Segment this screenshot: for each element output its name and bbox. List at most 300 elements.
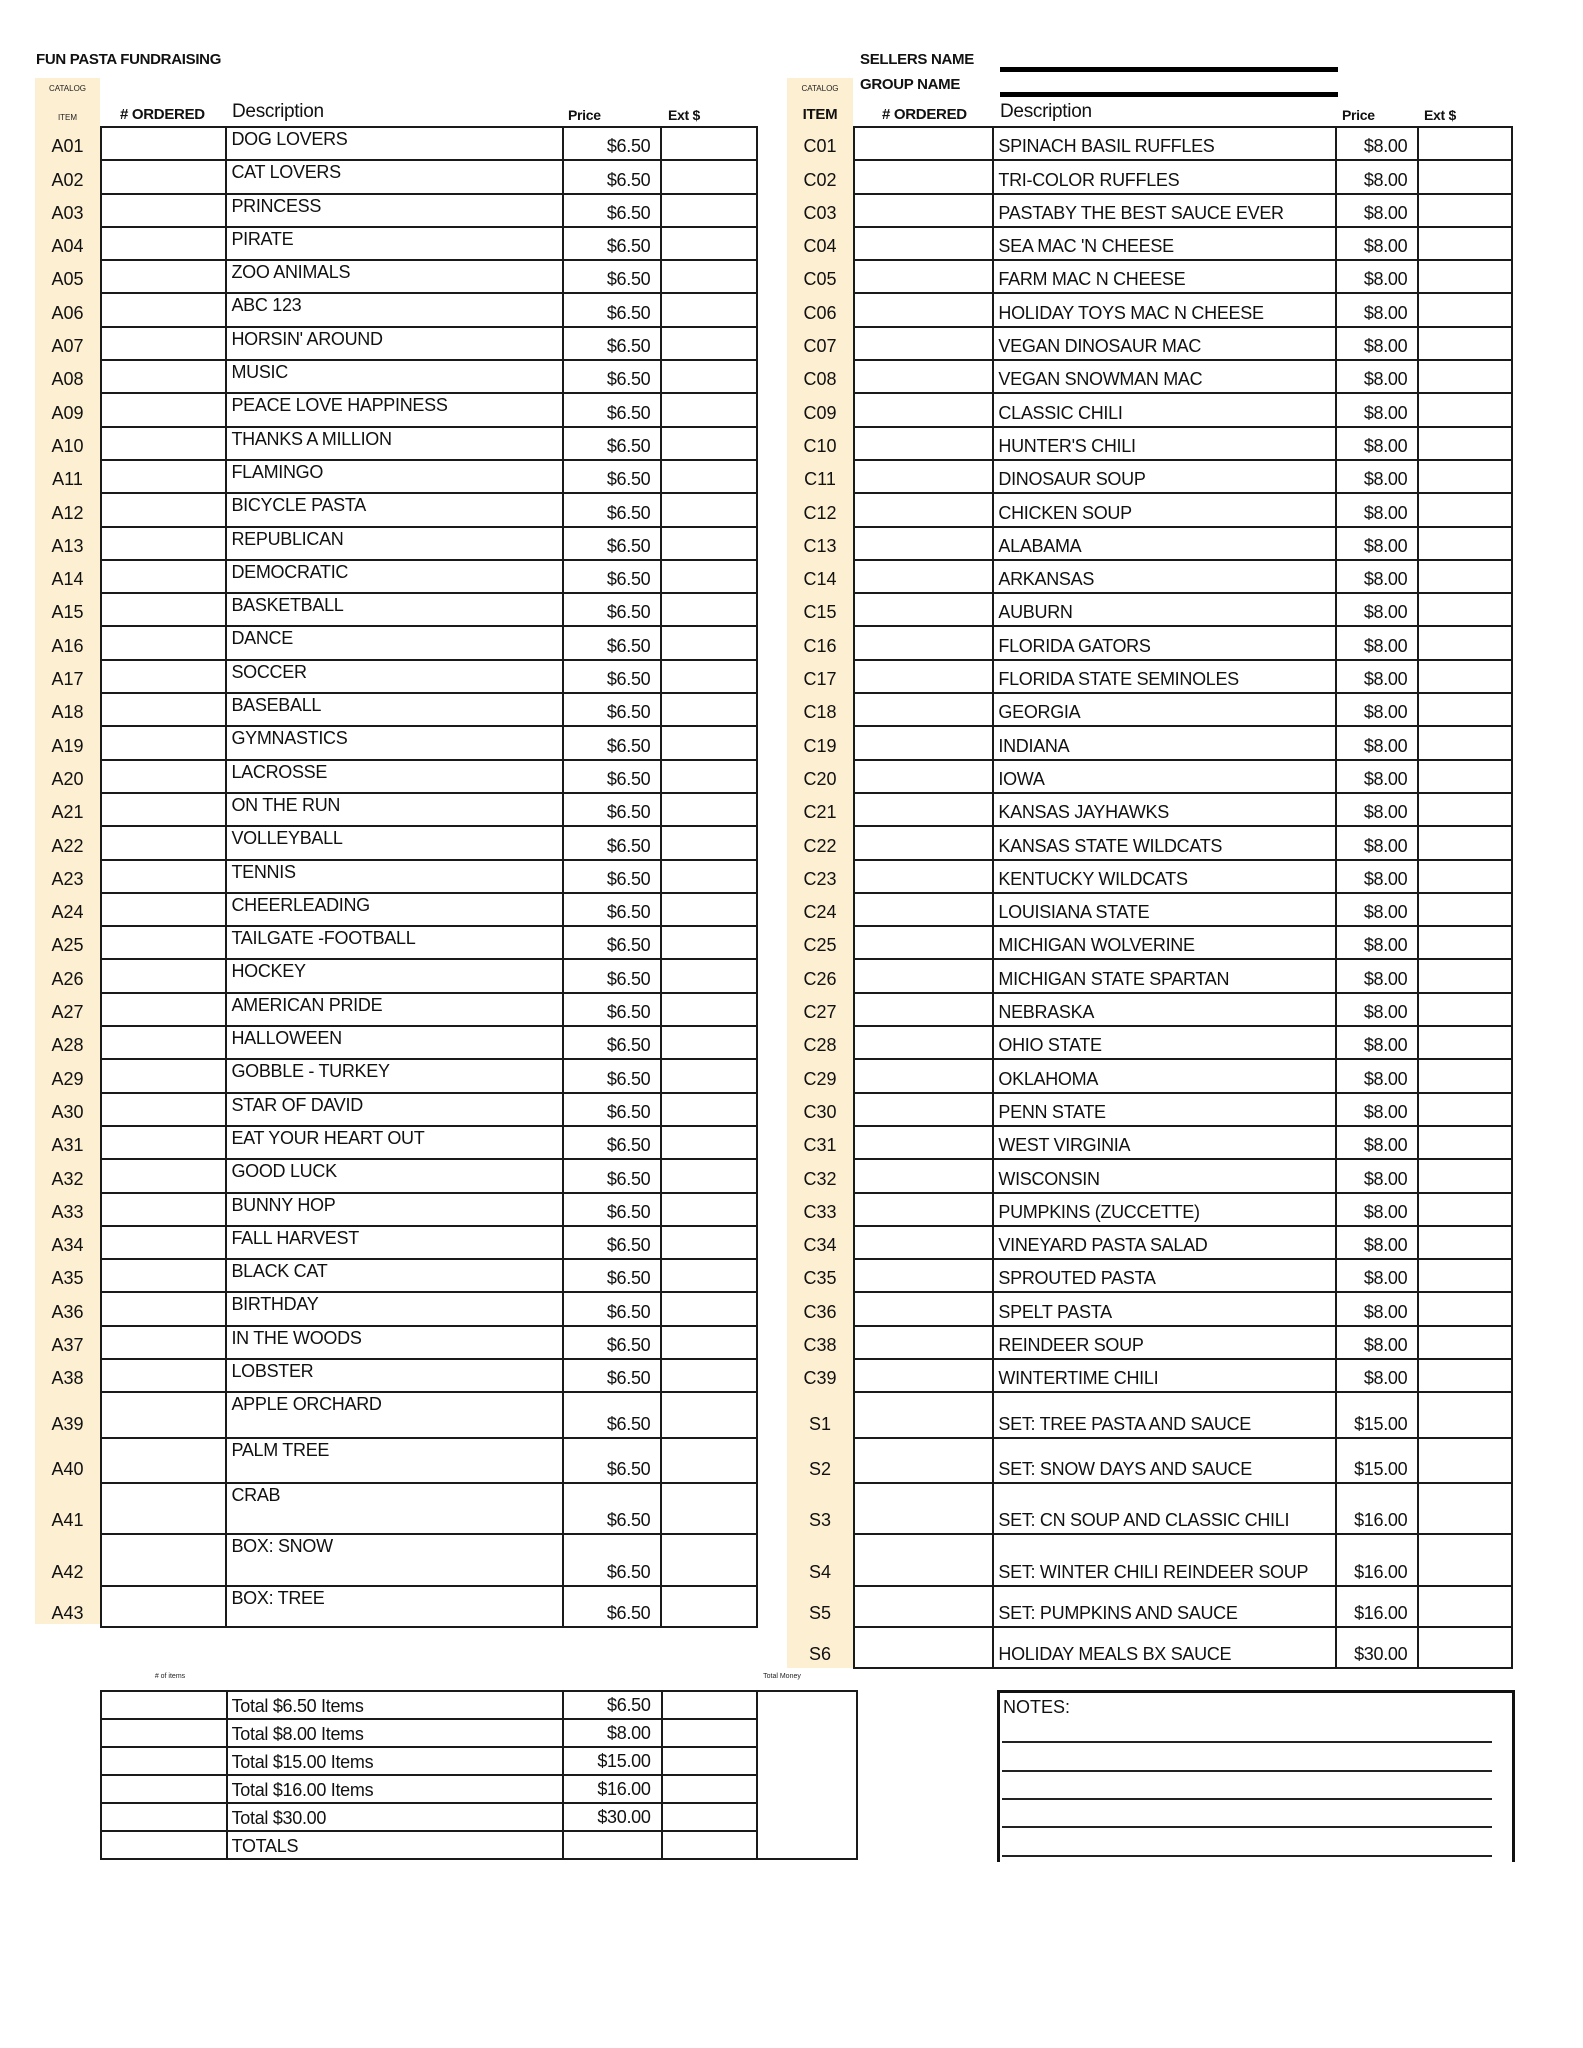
ordered-input[interactable]	[854, 1534, 993, 1586]
catalog-item-code: C07	[803, 336, 837, 357]
ext-amount-input[interactable]	[661, 693, 757, 726]
ext-amount-input[interactable]	[661, 1193, 757, 1226]
ext-amount-input[interactable]	[661, 1326, 757, 1359]
ext-amount-input[interactable]	[1418, 1326, 1512, 1359]
ext-amount-input[interactable]	[1418, 194, 1512, 227]
ordered-input[interactable]	[101, 726, 226, 759]
item-description: BIRTHDAY	[226, 1292, 562, 1325]
catalog-item-code: C39	[803, 1368, 837, 1389]
ordered-input[interactable]	[101, 1259, 226, 1292]
item-price: $8.00	[1336, 560, 1418, 593]
ordered-input[interactable]	[101, 993, 226, 1026]
ext-amount-input[interactable]	[661, 760, 757, 793]
totals-table	[100, 1690, 858, 1860]
ext-amount-input[interactable]	[1418, 1259, 1512, 1292]
item-description: SOCCER	[226, 660, 562, 693]
ext-amount-input[interactable]	[661, 726, 757, 759]
item-description: TRI-COLOR RUFFLES	[993, 160, 1336, 193]
ext-amount-input[interactable]	[661, 127, 757, 160]
ext-amount-input[interactable]	[661, 1059, 757, 1092]
ext-amount-input[interactable]	[1418, 160, 1512, 193]
ordered-input[interactable]	[101, 1126, 226, 1159]
item-description: REINDEER SOUP	[993, 1326, 1336, 1359]
ordered-input[interactable]	[101, 1226, 226, 1259]
totals-row	[101, 1747, 857, 1775]
item-price: $6.50	[563, 160, 662, 193]
ext-amount-input[interactable]	[661, 360, 757, 393]
ext-amount-input[interactable]	[661, 460, 757, 493]
ordered-input[interactable]	[854, 1226, 993, 1259]
ordered-input[interactable]	[854, 593, 993, 626]
ext-amount-input[interactable]	[1418, 1093, 1512, 1126]
item-price: $8.00	[1336, 760, 1418, 793]
table-row	[854, 626, 1512, 659]
ext-amount-input[interactable]	[1418, 793, 1512, 826]
ext-amount-input[interactable]	[1418, 227, 1512, 260]
ordered-input[interactable]	[854, 1026, 993, 1059]
notes-line[interactable]	[1002, 1855, 1492, 1857]
item-price: $6.50	[563, 1483, 662, 1534]
ordered-input[interactable]	[854, 260, 993, 293]
ordered-input[interactable]	[101, 626, 226, 659]
ordered-input[interactable]	[101, 926, 226, 959]
item-count-input[interactable]	[101, 1803, 227, 1831]
sellers-name-field[interactable]	[1000, 67, 1338, 72]
ext-amount-input[interactable]	[661, 293, 757, 326]
ordered-input[interactable]	[854, 1292, 993, 1325]
ext-amount-input[interactable]	[1418, 1392, 1512, 1438]
ext-amount-input[interactable]	[661, 926, 757, 959]
table-row	[854, 160, 1512, 193]
ext-amount-input[interactable]	[1418, 1483, 1512, 1534]
item-price: $8.00	[1336, 1059, 1418, 1092]
catalog-item-code: A41	[51, 1510, 84, 1531]
totals-ext-input[interactable]	[662, 1747, 758, 1775]
ordered-input[interactable]	[854, 194, 993, 227]
ordered-input[interactable]	[854, 760, 993, 793]
catalog-item-code: C26	[803, 968, 837, 989]
ordered-input[interactable]	[101, 127, 226, 160]
ordered-input[interactable]	[854, 1259, 993, 1292]
ordered-input[interactable]	[854, 693, 993, 726]
ext-amount-input[interactable]	[661, 1259, 757, 1292]
table-row	[101, 1159, 757, 1192]
table-row	[101, 860, 757, 893]
table-row	[854, 1534, 1512, 1586]
table-row	[854, 1226, 1512, 1259]
table-row	[101, 1534, 757, 1586]
ext-amount-input[interactable]	[1418, 560, 1512, 593]
ext-amount-input[interactable]	[1418, 1059, 1512, 1092]
ext-amount-input[interactable]	[1418, 393, 1512, 426]
item-count-input[interactable]	[101, 1831, 227, 1859]
item-price: $6.50	[563, 1126, 662, 1159]
item-price: $6.50	[563, 1359, 662, 1392]
ext-amount-input[interactable]	[661, 194, 757, 227]
catalog-item-code: C23	[803, 868, 837, 889]
ext-amount-input[interactable]	[661, 493, 757, 526]
ext-amount-input[interactable]	[661, 560, 757, 593]
ext-amount-input[interactable]	[661, 160, 757, 193]
ordered-input[interactable]	[101, 327, 226, 360]
item-price: $6.50	[563, 1026, 662, 1059]
totals-ext-input[interactable]	[662, 1775, 758, 1803]
item-description: GOOD LUCK	[226, 1159, 562, 1192]
item-count-input[interactable]	[101, 1691, 227, 1719]
item-price: $6.50	[563, 626, 662, 659]
catalog-item-code: A03	[51, 202, 84, 223]
catalog-item-code: A34	[51, 1235, 84, 1256]
ext-amount-input[interactable]	[661, 1483, 757, 1534]
table-row	[854, 1326, 1512, 1359]
catalog-item-code: A16	[51, 635, 84, 656]
totals-row	[101, 1775, 857, 1803]
ext-amount-input[interactable]	[1418, 1586, 1512, 1627]
item-count-input[interactable]	[101, 1747, 227, 1775]
item-price: $8.00	[1336, 893, 1418, 926]
item-price: $8.00	[1336, 1193, 1418, 1226]
ext-amount-input[interactable]	[1418, 1159, 1512, 1192]
ordered-input[interactable]	[101, 293, 226, 326]
ext-amount-input[interactable]	[661, 393, 757, 426]
table-row	[854, 127, 1512, 160]
ordered-input[interactable]	[101, 560, 226, 593]
ext-amount-input[interactable]	[661, 1438, 757, 1483]
ordered-input[interactable]	[854, 1438, 993, 1483]
item-description: SPELT PASTA	[993, 1292, 1336, 1325]
ordered-input[interactable]	[101, 194, 226, 227]
ext-amount-input[interactable]	[1418, 260, 1512, 293]
ordered-input[interactable]	[101, 693, 226, 726]
item-price: $6.50	[563, 826, 662, 859]
ordered-input[interactable]	[854, 793, 993, 826]
ext-amount-input[interactable]	[661, 660, 757, 693]
item-description: WINTERTIME CHILI	[993, 1359, 1336, 1392]
catalog-item-code: A12	[51, 502, 84, 523]
catalog-item-code: C03	[803, 202, 837, 223]
table-row	[101, 1026, 757, 1059]
ordered-input[interactable]	[854, 1059, 993, 1092]
item-price: $6.50	[563, 493, 662, 526]
ordered-input[interactable]	[854, 160, 993, 193]
table-row	[854, 527, 1512, 560]
ordered-input[interactable]	[101, 260, 226, 293]
ext-amount-input[interactable]	[661, 1026, 757, 1059]
table-row	[854, 1392, 1512, 1438]
ordered-input[interactable]	[101, 1586, 226, 1627]
ext-amount-input[interactable]	[1418, 693, 1512, 726]
ordered-input[interactable]	[854, 460, 993, 493]
left-col-price: Price	[568, 107, 601, 123]
ext-amount-input[interactable]	[661, 1159, 757, 1192]
ordered-input[interactable]	[854, 327, 993, 360]
ordered-input[interactable]	[854, 893, 993, 926]
item-price: $8.00	[1336, 1126, 1418, 1159]
ext-amount-input[interactable]	[1418, 427, 1512, 460]
ext-amount-input[interactable]	[1418, 660, 1512, 693]
left-col-ordered: # ORDERED	[120, 106, 205, 123]
item-description: CLASSIC CHILI	[993, 393, 1336, 426]
catalog-item-code: A13	[51, 535, 84, 556]
item-description: SET: WINTER CHILI REINDEER SOUP	[993, 1534, 1336, 1586]
ordered-input[interactable]	[854, 993, 993, 1026]
table-row	[854, 393, 1512, 426]
ext-amount-input[interactable]	[1418, 127, 1512, 160]
ext-amount-input[interactable]	[661, 527, 757, 560]
item-description: BASKETBALL	[226, 593, 562, 626]
totals-label: Total $30.00	[227, 1803, 563, 1831]
item-price: $6.50	[563, 360, 662, 393]
item-price: $8.00	[1336, 427, 1418, 460]
ext-amount-input[interactable]	[661, 593, 757, 626]
ordered-input[interactable]	[101, 1292, 226, 1325]
item-description: APPLE ORCHARD	[226, 1392, 562, 1438]
item-price: $6.50	[563, 327, 662, 360]
ext-amount-input[interactable]	[1418, 1534, 1512, 1586]
ordered-input[interactable]	[854, 626, 993, 659]
table-row	[101, 360, 757, 393]
table-row	[101, 260, 757, 293]
ordered-input[interactable]	[854, 726, 993, 759]
ordered-input[interactable]	[854, 427, 993, 460]
item-description: KANSAS STATE WILDCATS	[993, 826, 1336, 859]
ordered-input[interactable]	[101, 1093, 226, 1126]
ordered-input[interactable]	[101, 527, 226, 560]
ext-amount-input[interactable]	[1418, 1193, 1512, 1226]
table-row	[854, 660, 1512, 693]
ext-amount-input[interactable]	[1418, 959, 1512, 992]
notes-box[interactable]	[997, 1690, 1515, 1862]
ext-amount-input[interactable]	[661, 959, 757, 992]
ext-amount-input[interactable]	[661, 327, 757, 360]
ordered-input[interactable]	[854, 1627, 993, 1668]
ordered-input[interactable]	[101, 1483, 226, 1534]
ordered-input[interactable]	[854, 1359, 993, 1392]
ext-amount-input[interactable]	[1418, 327, 1512, 360]
ordered-input[interactable]	[854, 527, 993, 560]
catalog-item-code: C24	[803, 902, 837, 923]
table-row	[101, 293, 757, 326]
group-name-field[interactable]	[1000, 92, 1338, 97]
ordered-input[interactable]	[854, 560, 993, 593]
item-description: TAILGATE -FOOTBALL	[226, 926, 562, 959]
ext-amount-input[interactable]	[1418, 626, 1512, 659]
notes-line[interactable]	[1002, 1770, 1492, 1772]
table-row	[101, 993, 757, 1026]
ordered-input[interactable]	[101, 893, 226, 926]
notes-label: NOTES:	[1003, 1697, 1071, 1717]
ext-amount-input[interactable]	[1418, 726, 1512, 759]
ordered-input[interactable]	[101, 393, 226, 426]
ext-amount-input[interactable]	[661, 626, 757, 659]
ordered-input[interactable]	[854, 1586, 993, 1627]
ext-amount-input[interactable]	[661, 1586, 757, 1627]
ordered-input[interactable]	[101, 160, 226, 193]
item-count-input[interactable]	[101, 1719, 227, 1747]
right-col-price: Price	[1342, 107, 1375, 123]
ext-amount-input[interactable]	[1418, 527, 1512, 560]
item-price: $8.00	[1336, 227, 1418, 260]
ordered-input[interactable]	[101, 1326, 226, 1359]
ordered-input[interactable]	[101, 493, 226, 526]
item-description: DINOSAUR SOUP	[993, 460, 1336, 493]
item-description: PALM TREE	[226, 1438, 562, 1483]
catalog-item-code: A14	[51, 569, 84, 590]
ordered-input[interactable]	[854, 959, 993, 992]
item-price: $6.50	[563, 1193, 662, 1226]
ordered-input[interactable]	[101, 460, 226, 493]
item-description: REPUBLICAN	[226, 527, 562, 560]
left-catalog-label: CATALOG	[48, 84, 87, 93]
ordered-input[interactable]	[854, 293, 993, 326]
ext-amount-input[interactable]	[1418, 860, 1512, 893]
ext-amount-input[interactable]	[661, 893, 757, 926]
totals-ext-input[interactable]	[662, 1719, 758, 1747]
item-count-input[interactable]	[101, 1775, 227, 1803]
catalog-item-code: C34	[803, 1235, 837, 1256]
ext-amount-input[interactable]	[1418, 293, 1512, 326]
ext-amount-input[interactable]	[1418, 1026, 1512, 1059]
item-price: $6.50	[563, 926, 662, 959]
item-description: BOX: TREE	[226, 1586, 562, 1627]
ordered-input[interactable]	[101, 793, 226, 826]
item-description: CHICKEN SOUP	[993, 493, 1336, 526]
table-row	[854, 260, 1512, 293]
ordered-input[interactable]	[101, 959, 226, 992]
ext-amount-input[interactable]	[1418, 493, 1512, 526]
table-row	[854, 1126, 1512, 1159]
ext-amount-input[interactable]	[661, 993, 757, 1026]
ordered-input[interactable]	[101, 1059, 226, 1092]
catalog-item-code: C18	[803, 702, 837, 723]
ext-amount-input[interactable]	[1418, 1627, 1512, 1668]
ordered-input[interactable]	[101, 1438, 226, 1483]
ordered-input[interactable]	[854, 1126, 993, 1159]
ext-amount-input[interactable]	[1418, 460, 1512, 493]
notes-line[interactable]	[1002, 1741, 1492, 1743]
ext-amount-input[interactable]	[661, 1392, 757, 1438]
item-description: PEACE LOVE HAPPINESS	[226, 393, 562, 426]
catalog-item-code: A29	[51, 1068, 84, 1089]
ext-amount-input[interactable]	[1418, 1359, 1512, 1392]
ordered-input[interactable]	[854, 127, 993, 160]
ext-amount-input[interactable]	[661, 826, 757, 859]
ordered-input[interactable]	[854, 660, 993, 693]
ordered-input[interactable]	[101, 1159, 226, 1192]
ordered-input[interactable]	[854, 1159, 993, 1192]
catalog-item-code: A02	[51, 169, 84, 190]
ext-amount-input[interactable]	[661, 260, 757, 293]
ordered-input[interactable]	[854, 860, 993, 893]
ext-amount-input[interactable]	[661, 793, 757, 826]
ordered-input[interactable]	[854, 826, 993, 859]
ordered-input[interactable]	[854, 1093, 993, 1126]
ordered-input[interactable]	[101, 427, 226, 460]
ext-amount-input[interactable]	[1418, 1126, 1512, 1159]
ordered-input[interactable]	[101, 660, 226, 693]
ordered-input[interactable]	[854, 1326, 993, 1359]
ordered-input[interactable]	[101, 1193, 226, 1226]
item-price: $6.50	[563, 194, 662, 227]
ext-amount-input[interactable]	[661, 1093, 757, 1126]
ordered-input[interactable]	[101, 860, 226, 893]
ext-amount-input[interactable]	[661, 1126, 757, 1159]
ext-amount-input[interactable]	[1418, 593, 1512, 626]
ordered-input[interactable]	[854, 1193, 993, 1226]
totals-ext-input[interactable]	[662, 1831, 758, 1859]
ordered-input[interactable]	[101, 760, 226, 793]
ordered-input[interactable]	[101, 826, 226, 859]
notes-line[interactable]	[1002, 1826, 1492, 1828]
ext-amount-input[interactable]	[1418, 1292, 1512, 1325]
ext-amount-input[interactable]	[1418, 893, 1512, 926]
item-price: $8.00	[1336, 460, 1418, 493]
item-price: $6.50	[563, 993, 662, 1026]
ordered-input[interactable]	[854, 1483, 993, 1534]
item-description: FLORIDA STATE SEMINOLES	[993, 660, 1336, 693]
table-row	[854, 427, 1512, 460]
catalog-item-code: A18	[51, 702, 84, 723]
ordered-input[interactable]	[854, 493, 993, 526]
left-col-ext: Ext $	[668, 107, 700, 123]
ordered-input[interactable]	[854, 926, 993, 959]
ordered-input[interactable]	[101, 1392, 226, 1438]
ordered-input[interactable]	[101, 593, 226, 626]
ext-amount-input[interactable]	[661, 227, 757, 260]
ext-amount-input[interactable]	[661, 1292, 757, 1325]
table-row	[101, 826, 757, 859]
ext-amount-input[interactable]	[661, 1534, 757, 1586]
totals-ext-input[interactable]	[662, 1691, 758, 1719]
ext-amount-input[interactable]	[661, 1226, 757, 1259]
right-catalog-label: CATALOG	[801, 84, 839, 93]
table-row	[854, 293, 1512, 326]
ordered-input[interactable]	[854, 360, 993, 393]
item-description: WEST VIRGINIA	[993, 1126, 1336, 1159]
ext-amount-input[interactable]	[1418, 360, 1512, 393]
ext-amount-input[interactable]	[661, 427, 757, 460]
catalog-item-code: S6	[808, 1644, 832, 1665]
ext-amount-input[interactable]	[661, 1359, 757, 1392]
catalog-item-code: A26	[51, 968, 84, 989]
item-price: $6.50	[563, 1159, 662, 1192]
ext-amount-input[interactable]	[1418, 993, 1512, 1026]
ordered-input[interactable]	[854, 393, 993, 426]
ext-amount-input[interactable]	[661, 860, 757, 893]
ordered-input[interactable]	[101, 1534, 226, 1586]
catalog-item-code: C15	[803, 602, 837, 623]
ordered-input[interactable]	[854, 1392, 993, 1438]
ordered-input[interactable]	[101, 227, 226, 260]
item-price: $8.00	[1336, 926, 1418, 959]
table-row	[101, 660, 757, 693]
table-row	[101, 127, 757, 160]
item-description: ALABAMA	[993, 527, 1336, 560]
ext-amount-input[interactable]	[1418, 1226, 1512, 1259]
ext-amount-input[interactable]	[1418, 826, 1512, 859]
ext-amount-input[interactable]	[1418, 1438, 1512, 1483]
ordered-input[interactable]	[101, 1359, 226, 1392]
totals-ext-input[interactable]	[662, 1803, 758, 1831]
ordered-input[interactable]	[854, 227, 993, 260]
notes-line[interactable]	[1002, 1798, 1492, 1800]
ordered-input[interactable]	[101, 360, 226, 393]
ext-amount-input[interactable]	[1418, 926, 1512, 959]
ext-amount-input[interactable]	[1418, 760, 1512, 793]
total-money-input[interactable]	[757, 1691, 857, 1859]
item-description: TENNIS	[226, 860, 562, 893]
ordered-input[interactable]	[101, 1026, 226, 1059]
